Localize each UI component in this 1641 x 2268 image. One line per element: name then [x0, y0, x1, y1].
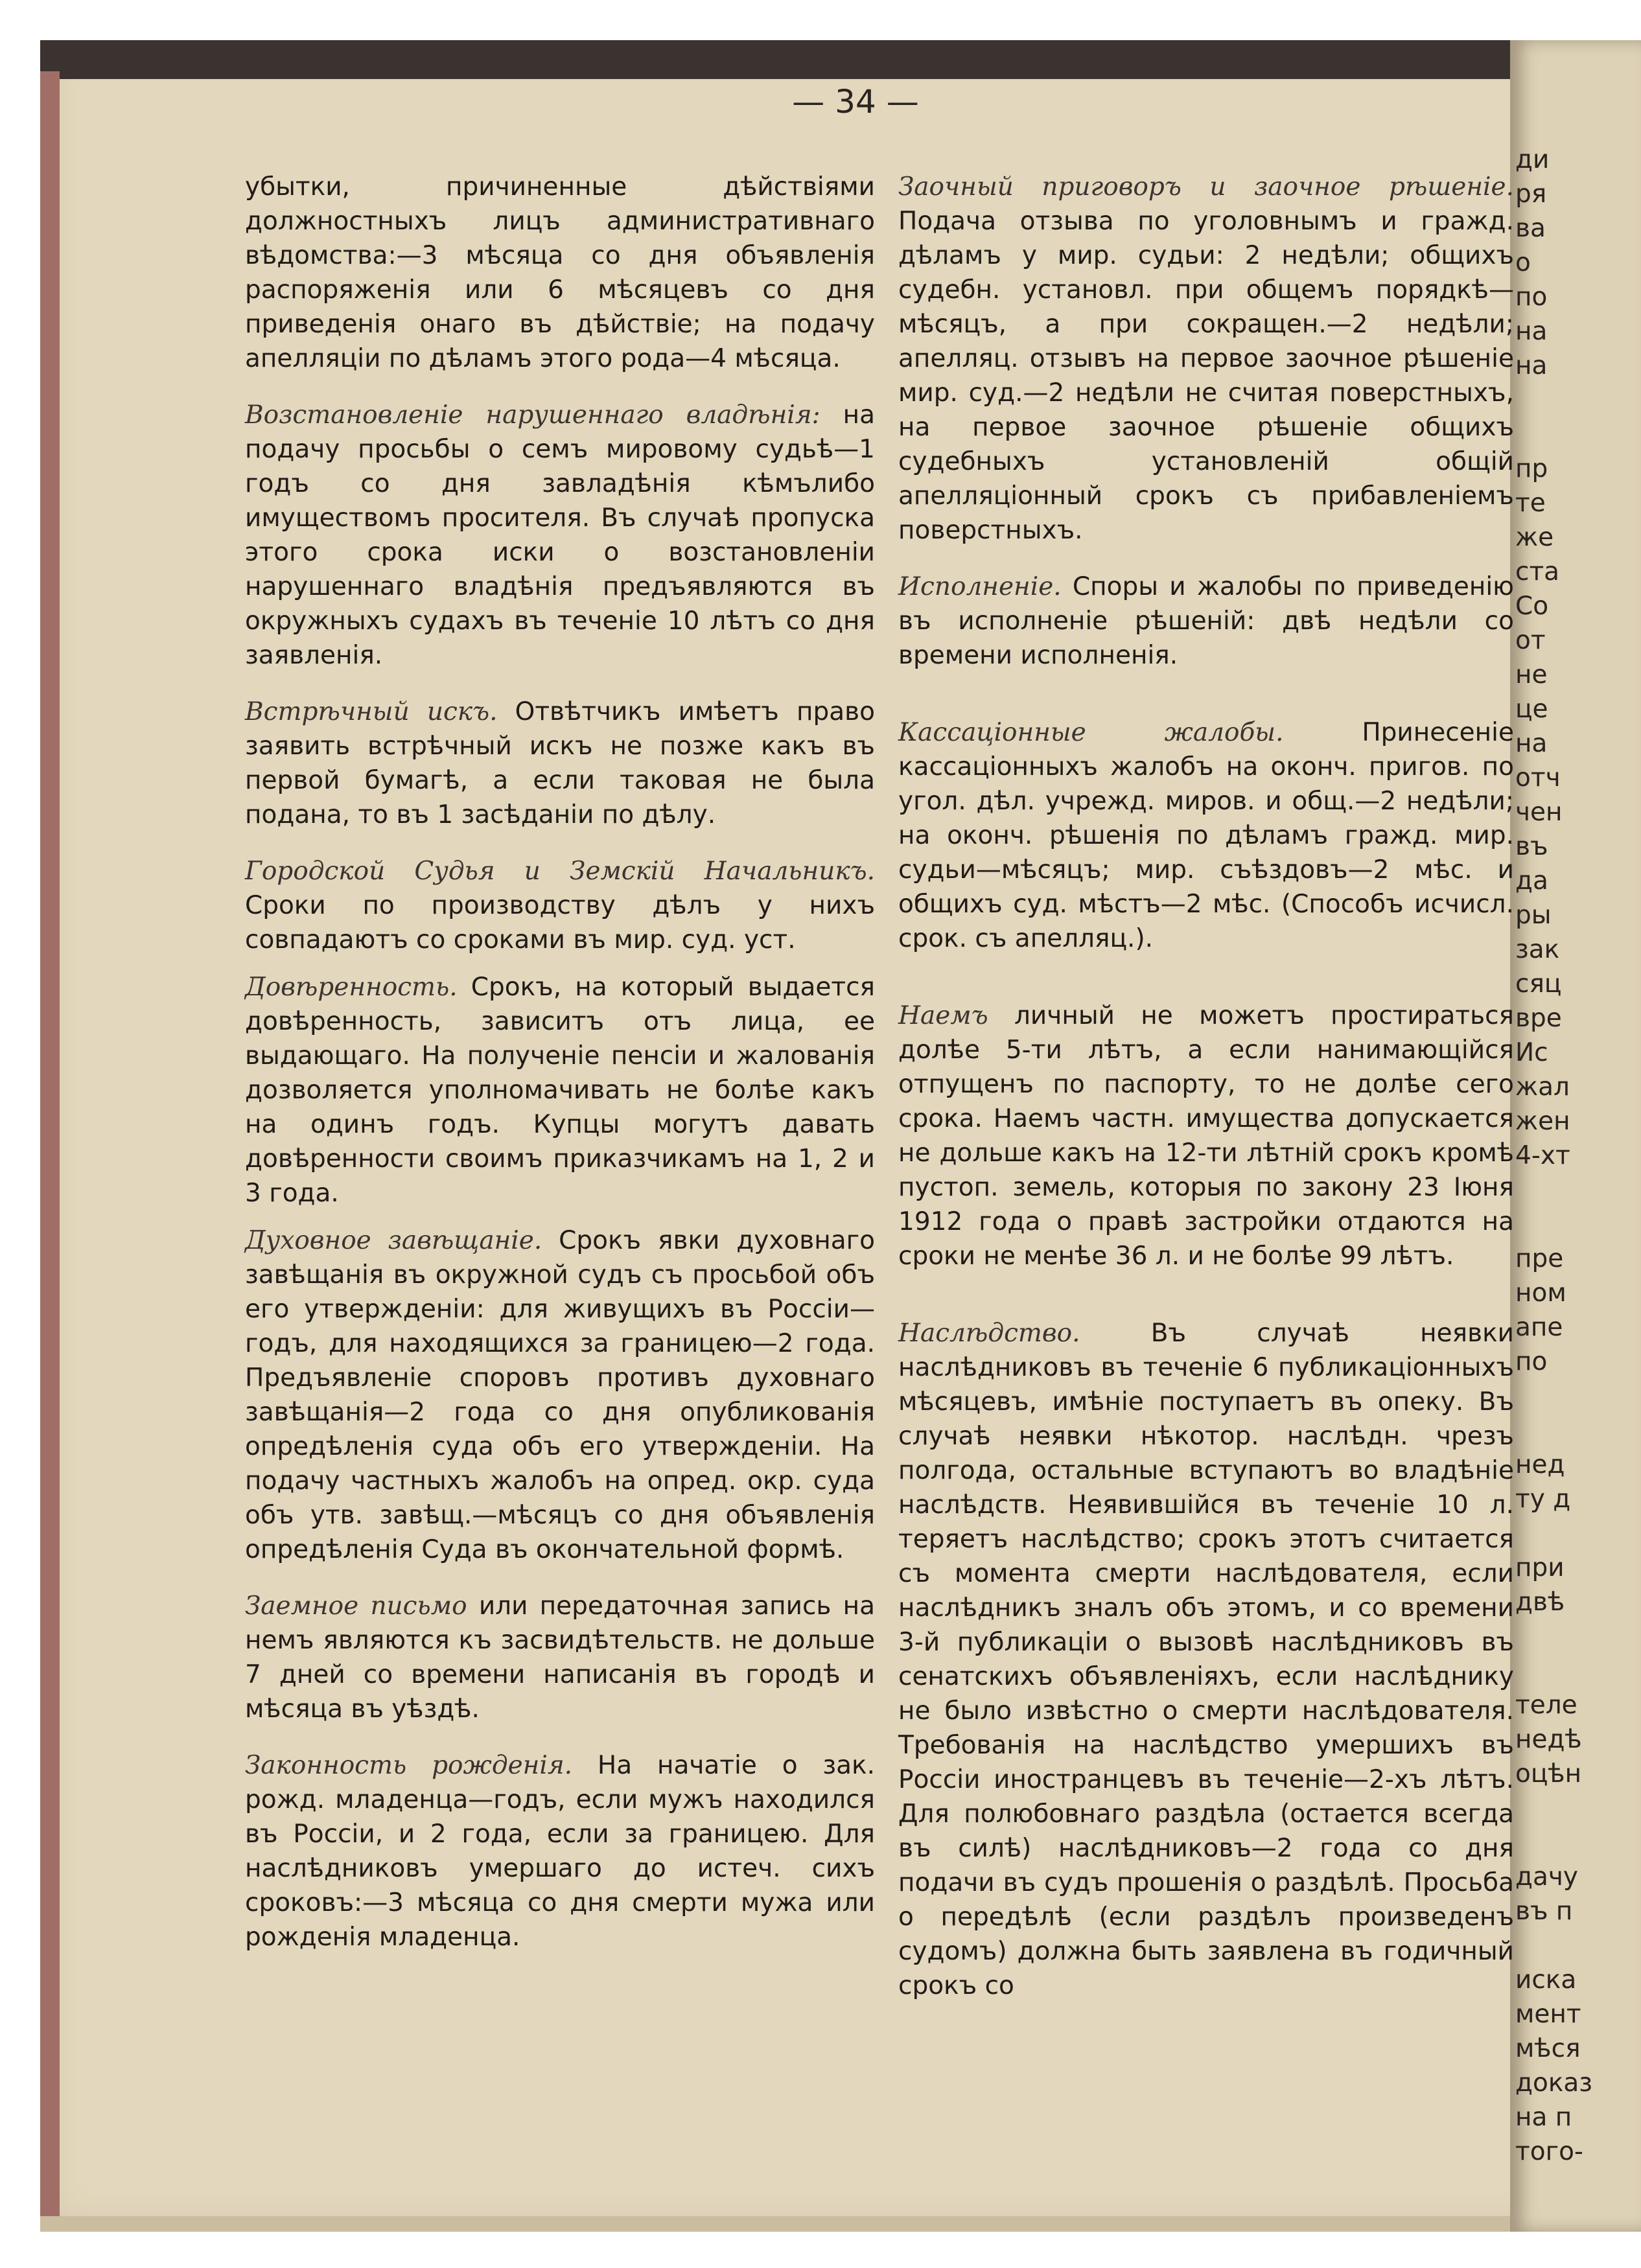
entry	[245, 970, 875, 1210]
line-gap	[1515, 1413, 1641, 1448]
entry-paragraph	[898, 170, 1514, 548]
entry	[245, 695, 875, 832]
text-fragment: того-	[1515, 2137, 1584, 2166]
text-fragment: мент	[1515, 2000, 1581, 2029]
entry-heading: Исполненіе.	[898, 572, 1062, 601]
entry-paragraph	[898, 715, 1514, 956]
entry-text: Въ случаѣ неявки наслѣдниковъ въ теченіе 6 публикаціонныхъ мѣсяцевъ, имѣніе поступаетъ въ опеку. Въ случаѣ неявки нѣкотор. наслѣдн. чрезъ полгода, остальные вступаютъ во владѣніе наслѣдств. Неявившійся въ теченіе 10 л. теряетъ наслѣдство; срокъ этотъ считается съ момента смерти наслѣдователя, если наслѣдникъ зналъ объ этомъ, и со времени 3-й публикаціи о вызовѣ наслѣдниковъ въ сенатскихъ объявленіяхъ, если наслѣднику не было извѣстно о смерти наслѣдователя. Требованія на наслѣдство умершихъ въ Россіи иностранцевъ въ теченіе—2-хъ лѣтъ. Для полюбовнаго раздѣла (остается всегда въ силѣ) наслѣдниковъ—2 года со дня подачи въ судъ прошенія о раздѣлѣ. Просьба о передѣлѣ (если раздѣлъ произведенъ судомъ) должна быть заявлена въ годичный срокъ со	[898, 1319, 1514, 2000]
entry-heading: Городской Судья и Земскій Начальникъ.	[245, 857, 875, 886]
entry	[898, 999, 1514, 1273]
text-fragment: при	[1515, 1553, 1565, 1582]
entry-text: Принесеніе кассаціонныхъ жалобъ на оконч. пригов. по угол. дѣл. учрежд. миров. и общ.—2 недѣли; на оконч. рѣшенія по дѣламъ гражд. мир. судьи—мѣсяцъ; мир. съѣздовъ—2 мѣс. и общихъ суд. мѣстъ—2 мѣс. (Способъ исчисл. срок. съ апелляц.).	[898, 718, 1514, 953]
text-fragment: те	[1515, 489, 1546, 518]
text-fragment: въ	[1515, 832, 1548, 861]
text-fragment: зак	[1515, 935, 1560, 964]
text-fragment: мѣся	[1515, 2034, 1581, 2063]
text-fragment: недѣ	[1515, 1725, 1582, 1754]
entry-heading: Возстановленіе нарушеннаго владѣнія:	[245, 400, 820, 430]
entry	[245, 398, 875, 673]
entry	[898, 1316, 1514, 2003]
middle-column	[898, 170, 1514, 2025]
entry-text: На начатіе о зак. рожд. младенца—годъ, если мужъ находился въ Россіи, и 2 года, если за границею. Для наслѣдниковъ умершаго до истеч. сихъ сроковъ:—3 мѣсяца со дня смерти мужа или рожденія младенца.	[245, 1751, 875, 1952]
entry-heading: Наслѣдство.	[898, 1319, 1080, 1348]
entry-heading: Довѣренность.	[245, 973, 458, 1002]
entry-heading: Законность рожденія.	[245, 1751, 573, 1780]
page-edge-bottom	[40, 2216, 1602, 2232]
text-fragment: пре	[1515, 1244, 1564, 1273]
entry-text: Срокъ явки духовнаго завѣщанія въ окружной судъ съ просьбой объ его утвержденіи: для живущихъ въ Россіи—годъ, для находящихся за границею—2 года. Предъявленіе споровъ противъ духовнаго завѣщанія—2 года со дня опубликованія опредѣленія суда объ его утвержденіи. На подачу частныхъ жалобъ на опред. окр. суда объ утв. завѣщ.—мѣсяцъ со дня объявленія опредѣленія Суда въ окончательной формѣ.	[245, 1226, 876, 1564]
text-fragment: ту д	[1515, 1485, 1571, 1514]
entry-paragraph	[245, 170, 875, 376]
text-fragment: чен	[1515, 798, 1563, 827]
entry-text: Сроки по производству дѣлъ у нихъ совпадаютъ со сроками въ мир. суд. уст.	[245, 891, 875, 955]
entry	[245, 1748, 875, 1954]
entry-heading: Заемное письмо	[245, 1591, 467, 1621]
entry	[245, 854, 875, 957]
entry-paragraph	[245, 970, 875, 1210]
entry-paragraph	[245, 695, 875, 832]
text-fragment: Ис	[1515, 1038, 1548, 1067]
line-gap	[1515, 1825, 1641, 1860]
text-fragment: Со	[1515, 592, 1549, 621]
text-fragment: двѣ	[1515, 1588, 1565, 1617]
text-fragment: не	[1515, 660, 1548, 689]
text-fragment: вре	[1515, 1004, 1562, 1033]
line-gap	[1515, 1516, 1641, 1551]
entry-text: Отвѣтчикъ имѣетъ право заявить встрѣчный искъ не позже какъ въ первой бумагѣ, а если таковая не была подана, то въ 1 засѣданіи по дѣлу.	[245, 697, 875, 829]
text-fragment: пр	[1515, 454, 1548, 483]
text-fragment: теле	[1515, 1691, 1577, 1720]
line-gap	[1515, 1173, 1641, 1207]
text-fragment: отч	[1515, 763, 1561, 793]
text-fragment: доказ	[1515, 2068, 1593, 2098]
text-fragment: ном	[1515, 1279, 1566, 1308]
left-column	[245, 170, 875, 1976]
entry-heading: Заочный приговоръ и заочное рѣшеніе.	[898, 172, 1514, 202]
entry-text: убытки, причиненные дѣйствіями должностныхъ лицъ административнаго вѣдомства:—3 мѣсяца со дня объявленія распоряженія или 6 мѣсяцевъ со дня приведенія онаго въ дѣйствіе; на подачу апелляціи по дѣламъ этого рода—4 мѣсяца.	[245, 172, 875, 373]
text-fragment: апе	[1515, 1313, 1563, 1342]
text-fragment: да	[1515, 866, 1548, 896]
entry-heading: Встрѣчный искъ.	[245, 697, 498, 726]
line-gap	[1515, 1928, 1641, 1963]
entry-text: личный не можетъ простираться долѣе 5-ти лѣтъ, а если нанимающійся отпущенъ по паспорту, то не долѣе сего срока. Наемъ частн. имущества допускается не дольше какъ на 12-ти лѣтній срокъ кромѣ пустоп. земель, которыя по закону 23 Іюня 1912 года о правѣ застройки отдаются на сроки не менѣе 36 л. и не болѣе 99 лѣтъ.	[898, 1001, 1514, 1271]
text-fragment: 4-хт	[1515, 1141, 1570, 1170]
entry-paragraph	[245, 1223, 875, 1567]
line-gap	[1515, 1379, 1641, 1413]
entry-text: Подача отзыва по уголовнымъ и гражд. дѣламъ у мир. судьи: 2 недѣли; общихъ судебн. установл. при общемъ порядкѣ—мѣсяцъ, а при сокращен.—2 недѣли; апелляц. отзывъ на первое заочное рѣшеніе мир. суд.—2 недѣли не считая поверстныхъ, на первое заочное рѣшеніе общихъ судебныхъ установленій общій апелляціонный срокъ съ прибавленіемъ поверстныхъ.	[898, 207, 1514, 545]
line-gap	[1515, 417, 1641, 452]
text-fragment: жен	[1515, 1107, 1570, 1136]
text-fragment: ры	[1515, 901, 1552, 930]
entry-text: Срокъ, на который выдается довѣренность, зависитъ отъ лица, ее выдающаго. На полученіе пенсіи и жалованія дозволяется уполномачивать не болѣе какъ на одинъ годъ. Купцы могутъ давать довѣренности своимъ приказчикамъ на 1, 2 и 3 года.	[245, 973, 875, 1208]
line-gap	[1515, 1654, 1641, 1688]
entry-text: Споры и жалобы по приведенію въ исполненіе рѣшеній: двѣ недѣли со времени исполненія.	[898, 572, 1514, 670]
page-number: — 34 —	[792, 83, 919, 121]
text-fragment: це	[1515, 695, 1548, 724]
entry-paragraph	[898, 1316, 1514, 2003]
entry-paragraph	[245, 854, 875, 957]
line-gap	[1515, 383, 1641, 417]
line-gap	[1515, 1619, 1641, 1654]
entry-heading: Наемъ	[898, 1001, 988, 1030]
entry	[245, 1223, 875, 1567]
entry-text: или передаточная запись на немъ являются къ засвидѣтельств. не дольше 7 дней со времени написанія въ городѣ и мѣсяца въ уѣздѣ.	[245, 1591, 875, 1724]
right-column-fragment	[1515, 143, 1641, 2216]
text-fragment: жал	[1515, 1072, 1570, 1102]
text-fragment: от	[1515, 626, 1546, 655]
text-fragment: сяц	[1515, 969, 1562, 999]
entry-heading: Духовное завѣщаніе.	[245, 1226, 542, 1255]
entry	[898, 170, 1514, 548]
text-fragment: на	[1515, 317, 1548, 346]
text-fragment: на п	[1515, 2103, 1572, 2132]
entry-heading: Кассаціонные жалобы.	[898, 718, 1284, 747]
binding-edge-left	[40, 71, 60, 2232]
text-fragment: въ п	[1515, 1897, 1573, 1926]
text-fragment: по	[1515, 283, 1548, 312]
text-fragment: ва	[1515, 214, 1546, 243]
text-fragment: ста	[1515, 557, 1560, 586]
text-fragment: оцѣн	[1515, 1759, 1582, 1788]
line-gap	[1515, 1207, 1641, 1242]
entry	[245, 170, 875, 376]
text-fragment: по	[1515, 1347, 1548, 1376]
entry	[898, 570, 1514, 673]
entry-paragraph	[898, 999, 1514, 1273]
text-fragment: ря	[1515, 179, 1547, 209]
entry-paragraph	[245, 1748, 875, 1954]
text-fragment: же	[1515, 523, 1554, 552]
text-fragment: дачу	[1515, 1862, 1578, 1892]
entry-paragraph	[245, 1589, 875, 1726]
line-gap	[1515, 1791, 1641, 1825]
binding-edge-top	[40, 40, 1602, 79]
entry-text: на подачу просьбы о семъ мировому судьѣ—1 годъ со дня завладѣнія кѣмълибо имуществомъ просителя. Въ случаѣ пропуска этого срока иски о возстановленіи нарушеннаго владѣнія предъявляются въ окружныхъ судахъ въ теченіе 10 лѣтъ со дня заявленія.	[245, 400, 875, 670]
entry-paragraph	[898, 570, 1514, 673]
entry	[245, 1589, 875, 1726]
text-fragment: на	[1515, 729, 1548, 758]
text-fragment: ди	[1515, 145, 1550, 174]
entry	[898, 715, 1514, 956]
text-fragment: нед	[1515, 1450, 1565, 1479]
text-fragment: иска	[1515, 1965, 1577, 1995]
text-fragment: на	[1515, 351, 1548, 380]
entry-paragraph	[245, 398, 875, 673]
text-fragment: о	[1515, 248, 1531, 277]
